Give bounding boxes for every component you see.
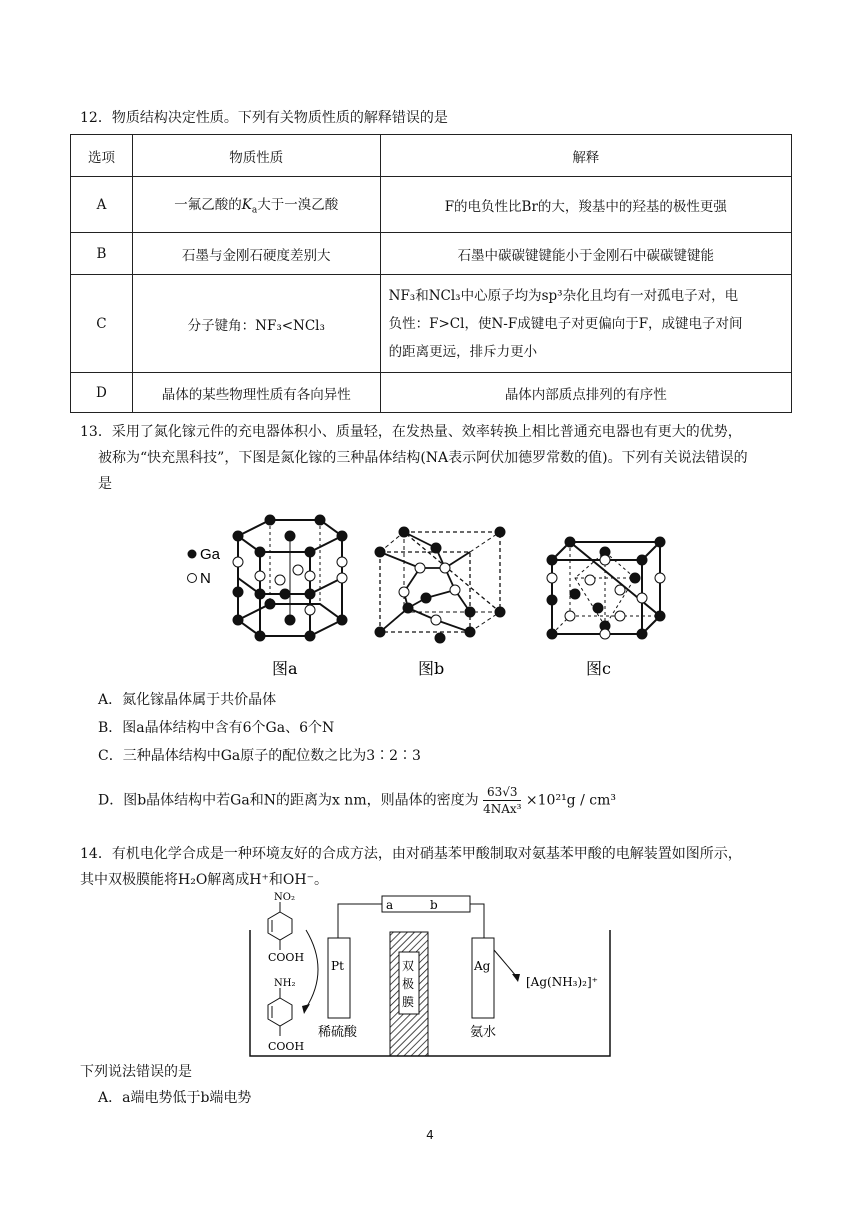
header-option: 选项: [71, 135, 133, 177]
q13-option-a: A．氮化镓晶体属于共价晶体: [98, 692, 277, 708]
q12-table: [70, 134, 792, 413]
crystal-structures-figure: [180, 508, 680, 678]
row-option: D: [71, 373, 133, 413]
prop-text: 一氟乙酸的: [174, 197, 242, 214]
pt-label: Pt: [331, 959, 344, 973]
legend-ga-label: Ga: [200, 546, 221, 563]
row-explanation: 石墨中碳碳键键能小于金刚石中碳碳键键能: [380, 233, 791, 275]
fig-label-a: 图a: [272, 659, 298, 678]
q13-option-c: C．三种晶体结构中Ga原子的配位数之比为3∶2∶3: [98, 748, 421, 764]
q13-option-d: [98, 784, 616, 817]
row-explanation: F的电负性比Br的大，羧基中的羟基的极性更强: [380, 177, 791, 233]
ka-symbol: K: [241, 197, 252, 214]
row-explanation: [380, 275, 791, 373]
arrow-head: [512, 974, 520, 982]
ag-label: Ag: [474, 959, 491, 973]
row-option: C: [71, 275, 133, 373]
expl-line: 负性：F>Cl，使N-F成键电子对更偏向于F，成键电子对间: [388, 315, 743, 332]
ammonia-label: 氨水: [470, 1025, 497, 1040]
table-row: [71, 373, 792, 413]
table-row: [71, 275, 792, 373]
q13-stem-line2: 被称为“快充黑科技”，下图是氮化镓的三种晶体结构(NA表示阿伏加德罗常数的值)。下列有关说法错误的: [98, 450, 748, 466]
wire-left: [338, 904, 382, 938]
silver-complex-label: [Ag(NH₃)₂]⁺: [526, 975, 598, 989]
row-property: [132, 177, 380, 233]
option-d-unit: ×10²¹g / cm³: [525, 792, 616, 809]
q13-option-b: B．图a晶体结构中含有6个Ga、6个N: [98, 720, 335, 736]
no2-label: NO₂: [274, 892, 295, 903]
cooh-label-top: COOH: [268, 951, 305, 964]
q14-stem-line1: 14．有机电化学合成是一种环境友好的合成方法，由对硝基苯甲酸制取对氨基苯甲酸的电解装置如图所示，: [80, 846, 742, 862]
acid-label: 稀硫酸: [318, 1025, 358, 1040]
q13-stem-line1: 13．采用了氮化镓元件的充电器体积小、质量轻，在发热量、效率转换上相比普通充电器也有更大的优势，: [80, 424, 742, 440]
electrolysis-apparatus-figure: [244, 890, 616, 1060]
row-option: B: [71, 233, 133, 275]
membrane-char: 极: [402, 977, 415, 991]
legend-n-label: N: [200, 570, 211, 587]
electrolytic-tank: [250, 930, 610, 1056]
ka-subscript: a: [251, 205, 258, 216]
fig-label-c: 图c: [586, 659, 611, 678]
nh2-label: NH₂: [274, 978, 296, 989]
fraction-denominator: 4NAx³: [483, 802, 522, 816]
q14-stem-line2: 其中双极膜能将H₂O解离成H⁺和OH⁻。: [80, 872, 328, 888]
power-source: [382, 896, 470, 912]
figure-b-atoms: [375, 527, 505, 643]
cooh-label-bottom: COOH: [268, 1040, 305, 1053]
q14-option-a: A．a端电势低于b端电势: [98, 1090, 252, 1106]
membrane-char: 膜: [402, 995, 415, 1009]
arrow-head: [302, 1004, 310, 1014]
figure-c-atoms: [547, 537, 665, 639]
terminal-b-label: b: [430, 898, 438, 912]
n-legend-dot: [188, 574, 197, 583]
aminobenzoic-acid-structure: [268, 988, 292, 1036]
q12-stem: 12．物质结构决定性质。下列有关物质性质的解释错误的是: [80, 110, 448, 126]
wire-right: [470, 904, 484, 938]
ag-electrode: [472, 938, 494, 1018]
density-fraction: [483, 784, 521, 817]
expl-line: 的距离更远，排斥力更小: [388, 343, 538, 360]
row-property: 分子键角：NF₃<NCl₃: [132, 275, 380, 373]
fraction-numerator: 63√3: [483, 784, 521, 801]
header-property: 物质性质: [132, 135, 380, 177]
row-option: A: [71, 177, 133, 233]
q14-question: 下列说法错误的是: [80, 1064, 192, 1080]
terminal-a-label: a: [386, 898, 394, 912]
q13-stem-line3: 是: [98, 476, 112, 492]
nitrobenzoic-acid-structure: [268, 902, 292, 950]
option-d-text: D．图b晶体结构中若Ga和N的距离为x nm，则晶体的密度为: [98, 792, 479, 809]
row-property: 晶体的某些物理性质有各向异性: [132, 373, 380, 413]
membrane-char: 双: [402, 959, 415, 973]
header-explanation: 解释: [380, 135, 791, 177]
row-property: 石墨与金刚石硬度差别大: [132, 233, 380, 275]
prop-text: 大于一溴乙酸: [257, 197, 339, 214]
table-header-row: [71, 135, 792, 177]
table-row: [71, 177, 792, 233]
pt-electrode: [328, 938, 350, 1018]
row-explanation: 晶体内部质点排列的有序性: [380, 373, 791, 413]
table-row: [71, 233, 792, 275]
reduction-arrow: [306, 930, 318, 1008]
oxidation-arrow: [494, 950, 516, 976]
ga-legend-dot: [188, 550, 197, 559]
fig-label-b: 图b: [418, 659, 445, 678]
expl-line: NF₃和NCl₃中心原子均为sp³杂化且均有一对孤电子对，电: [388, 287, 739, 304]
page-number: 4: [426, 1128, 434, 1142]
